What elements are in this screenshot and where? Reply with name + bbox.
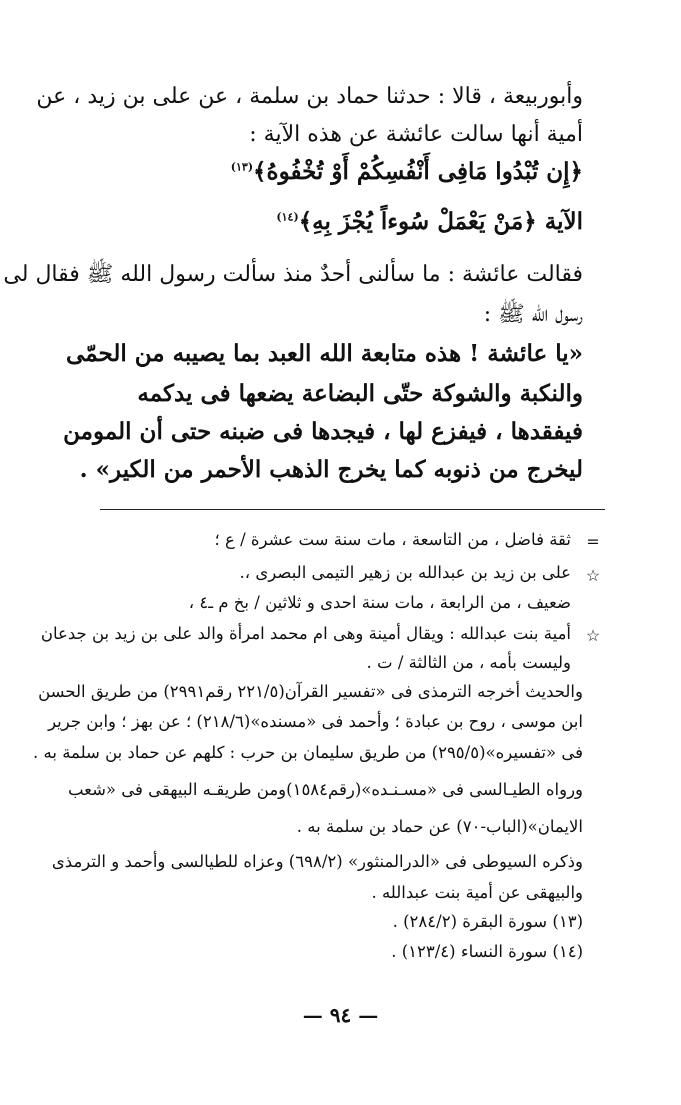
body-line-1: وأبوربيعة ، قالا : حدثنا حماد بن سلمة ، عن على بن زيد ، عن [36, 84, 583, 109]
body-line-5: فقالت عائشة : ما سألنى أحدٌ منذ سألت رسول الله ﷺ فقال لى [3, 262, 583, 287]
footnote-line-4: أمية بنت عبدالله : ويقال أمينة وهى ام محمد امرأة والد على بن زيد بن جدعان [40, 624, 571, 643]
note-marker-star-1: ☆ [585, 566, 601, 585]
footnote-14: (١٤) سورة النساء (١٢٣/٤) . [391, 942, 583, 961]
footnote-line-3: ضعيف ، من الرابعة ، مات سنة احدى و ثلاثين / بخ م ـ٤ ، [188, 593, 571, 612]
hadith-line-1: «يا عائشة ! هذه متابعة الله العبد بما يصيبه من الحمّى [66, 340, 583, 367]
body-line-2: أمية أنها سالت عائشة عن هذه الآية : [249, 122, 583, 147]
note-marker-equals: = [586, 532, 600, 551]
footnote-line-10: الايمان»(الباب-٧٠) عن حماد بن سلمة به . [296, 817, 583, 836]
hadith-line-4: ليخرج من ذنوبه كما يخرج الذهب الأحمر من الكير» . [79, 456, 583, 483]
footnote-line-1: ثقة فاضل ، من التاسعة ، مات سنة ست عشرة / ع ؛ [214, 530, 571, 549]
quran-verse-1 [63, 158, 583, 185]
footnote-line-6: والحديث أخرجه الترمذى فى «تفسير القرآن(٢٢١/٥ رقم٢٩٩١) من طريق الحسن [38, 682, 583, 701]
body-line-6: رسول الله ﷺ : [483, 302, 583, 327]
footnote-line-7: ابن موسى ، روح بن عبادة ؛ وأحمد فى «مسنده»(٢١٨/٦) ؛ عن بهز ؛ وابن جرير [48, 712, 583, 731]
verse-text-1: ﴿إِن تُبْدُوا مَافِى أَنْفُسِكُمْ أَوْ تُخْفُوهُ﴾ [253, 158, 583, 185]
footnote-line-8: فى «تفسيره»(٢٩٥/٥) من طريق سليمان بن حرب : كلهم عن حماد بن سلمة به . [33, 743, 583, 762]
footnote-line-12: والبيهقى عن أمية بنت عبدالله . [371, 883, 583, 902]
note-marker-star-2: ☆ [585, 626, 601, 645]
footnote-13: (١٣) سورة البقرة (٢٨٤/٢) . [392, 912, 583, 931]
footnote-line-5: وليست بأمه ، من الثالثة / ت . [366, 653, 571, 672]
footnote-divider [100, 509, 605, 510]
verse-text-2: الآية ﴿مَنْ يَعْمَلْ سُوءاً يُجْزَ بِهِ﴾ [298, 208, 583, 235]
footnote-ref-14: (١٤) [276, 210, 299, 224]
footnote-line-11: وذكره السيوطى فى «الدرالمنثور» (٦٩٨/٢) وعزاه للطيالسى وأحمد و الترمذى [51, 852, 583, 871]
page-number: — ٩٤ — [302, 1003, 379, 1027]
hadith-line-2: والنكبة والشوكة حتّى البضاعة يضعها فى يدكمه [137, 380, 583, 407]
quran-verse-2 [63, 208, 583, 235]
hadith-line-3: فيفقدها ، فيفزع لها ، فيجدها فى ضبنه حتى أن المومن [63, 418, 583, 445]
footnote-line-2: على بن زيد بن عبدالله بن زهير التيمى البصرى ،. [239, 563, 571, 582]
footnote-ref-13: (١٣) [230, 160, 254, 174]
footnote-line-9: ورواه الطيـالسى فى «مسـنـده»(رقم١٥٨٤)ومن طريقـه البيهقى فى «شعب [67, 780, 583, 799]
